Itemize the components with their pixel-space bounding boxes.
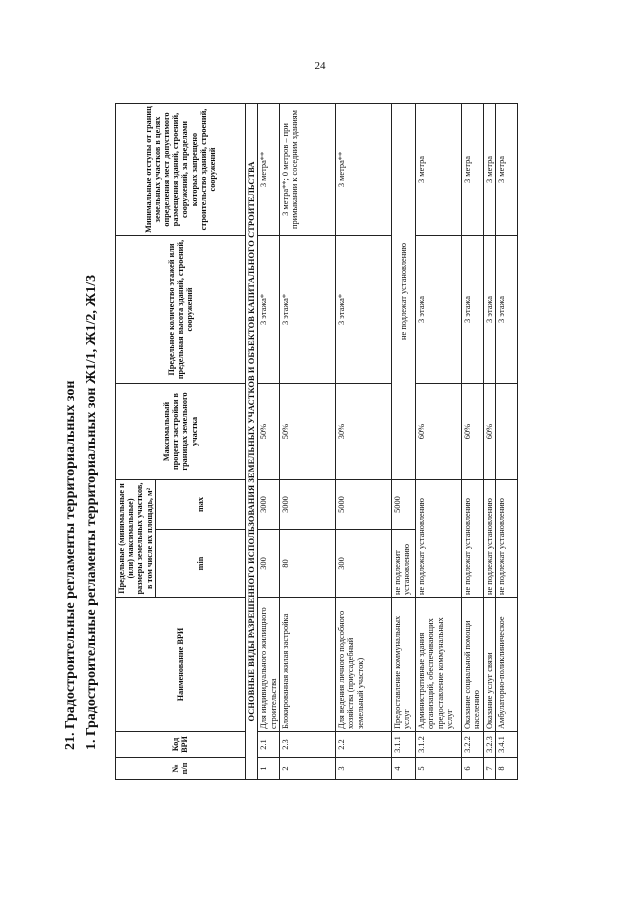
row-min: 80 bbox=[279, 530, 335, 598]
row-min: 300 bbox=[258, 530, 280, 598]
row-setback: 3 метра bbox=[496, 104, 518, 236]
header-min: min bbox=[155, 530, 245, 598]
header-num: № п/п bbox=[116, 758, 246, 780]
row-setback: 3 метра**; 0 метров – при примыкании к соседним зданиям bbox=[279, 104, 335, 236]
row-code: 2.2 bbox=[335, 732, 391, 758]
row-area-merged: не подлежат установлению bbox=[483, 480, 495, 598]
row-code: 2.1 bbox=[258, 732, 280, 758]
row-name: Предоставление коммунальных услуг bbox=[391, 598, 415, 732]
row-num: 5 bbox=[415, 758, 461, 780]
row-name: Административные здания организаций, обеспечивающих предоставление коммунальных услуг bbox=[415, 598, 461, 732]
main-title: 21. Градостроительные регламенты территориальных зон bbox=[63, 380, 78, 750]
table-row bbox=[335, 104, 391, 780]
row-percent bbox=[496, 384, 518, 480]
row-code: 3.2.3 bbox=[483, 732, 495, 758]
table-row bbox=[483, 104, 495, 780]
rotated-page-content bbox=[63, 100, 599, 780]
header-name: Наименование ВРИ bbox=[116, 598, 246, 732]
row-percent: 30% bbox=[335, 384, 391, 480]
table-row bbox=[258, 104, 280, 780]
table-row bbox=[415, 104, 461, 780]
row-name: Блокированная жилая застройка bbox=[279, 598, 335, 732]
row-num: 7 bbox=[483, 758, 495, 780]
row-name: Для индивидуального жилищного строительства bbox=[258, 598, 280, 732]
row-num: 2 bbox=[279, 758, 335, 780]
row-num: 4 bbox=[391, 758, 415, 780]
row-area-merged: не подлежат установлению bbox=[415, 480, 461, 598]
row-floors: 3 этажа bbox=[415, 236, 461, 384]
row-percent: 60% bbox=[415, 384, 461, 480]
header-code: Код ВРИ bbox=[116, 732, 246, 758]
row-name: Амбулаторно-поликлиническое bbox=[496, 598, 518, 732]
row-percent: 50% bbox=[279, 384, 335, 480]
header-percent: Максимальный процент застройки в границах земельного участка bbox=[116, 384, 246, 480]
row-floors: 3 этажа bbox=[461, 236, 483, 384]
page-number: 24 bbox=[314, 60, 326, 72]
table-row bbox=[461, 104, 483, 780]
row-floors: 3 этажа* bbox=[335, 236, 391, 384]
row-min: 300 bbox=[335, 530, 391, 598]
row-num: 8 bbox=[496, 758, 518, 780]
row-setback: 3 метра bbox=[461, 104, 483, 236]
row-name: Оказание услуг связи bbox=[483, 598, 495, 732]
row-max: 3000 bbox=[258, 480, 280, 530]
row-num: 1 bbox=[258, 758, 280, 780]
table-row bbox=[496, 104, 518, 780]
row-setback: 3 метра** bbox=[258, 104, 280, 236]
row-max: 5000 bbox=[391, 480, 415, 530]
header-setback: Минимальные отступы от границ земельных участков в целях определения мест допустимого размещения зданий, строений, сооружений, за пределами которых запрещено строительство зданий, строений, сооружений bbox=[116, 104, 246, 236]
row-area-merged: не подлежат установлению bbox=[461, 480, 483, 598]
row-percent: 60% bbox=[461, 384, 483, 480]
header-floors: Предельное количество этажей или предельная высота зданий, строений, сооружений bbox=[116, 236, 246, 384]
row-setback: 3 метра bbox=[483, 104, 495, 236]
row-code: 3.1.1 bbox=[391, 732, 415, 758]
row-not-applicable: не подлежат установлению bbox=[391, 104, 415, 480]
row-code: 3.2.2 bbox=[461, 732, 483, 758]
row-code: 3.1.2 bbox=[415, 732, 461, 758]
table-row bbox=[279, 104, 335, 780]
row-code: 2.3 bbox=[279, 732, 335, 758]
row-setback: 3 метра** bbox=[335, 104, 391, 236]
section-title: ОСНОВНЫЕ ВИДЫ РАЗРЕШЕННОГО ИСПОЛЬЗОВАНИЯ ЗЕМЕЛЬНЫХ УЧАСТКОВ И ОБЪЕКТОВ КАПИТАЛЬНОГО СТРОИТЕЛЬСТВА bbox=[245, 104, 257, 780]
row-name: Для ведения личного подсобного хозяйства (приусадебный земельный участок) bbox=[335, 598, 391, 732]
row-percent: 60% bbox=[483, 384, 495, 480]
row-floors: 3 этажа bbox=[496, 236, 518, 384]
row-area-merged: не подлежат установлению bbox=[496, 480, 518, 598]
row-name: Оказание социальной помощи населению bbox=[461, 598, 483, 732]
row-num: 6 bbox=[461, 758, 483, 780]
row-min: не подлежит установлению bbox=[391, 530, 415, 598]
row-floors: 3 этажа* bbox=[258, 236, 280, 384]
sub-title: 1. Градостроительные регламенты территориальных зон Ж1/1, Ж1/2, Ж1/3 bbox=[84, 274, 99, 750]
row-floors: 3 этажа* bbox=[279, 236, 335, 384]
row-setback: 3 метра bbox=[415, 104, 461, 236]
row-code: 3.4.1 bbox=[496, 732, 518, 758]
table-row bbox=[391, 104, 415, 780]
regulations-table bbox=[115, 103, 518, 780]
header-max: max bbox=[155, 480, 245, 530]
header-area: Предельные (минимальные и (или) максимальные) размеры земельных участков, в том числе их площадь, м² bbox=[116, 480, 156, 598]
row-floors: 3 этажа bbox=[483, 236, 495, 384]
row-num: 3 bbox=[335, 758, 391, 780]
row-percent: 50% bbox=[258, 384, 280, 480]
row-max: 3000 bbox=[279, 480, 335, 530]
row-max: 5000 bbox=[335, 480, 391, 530]
